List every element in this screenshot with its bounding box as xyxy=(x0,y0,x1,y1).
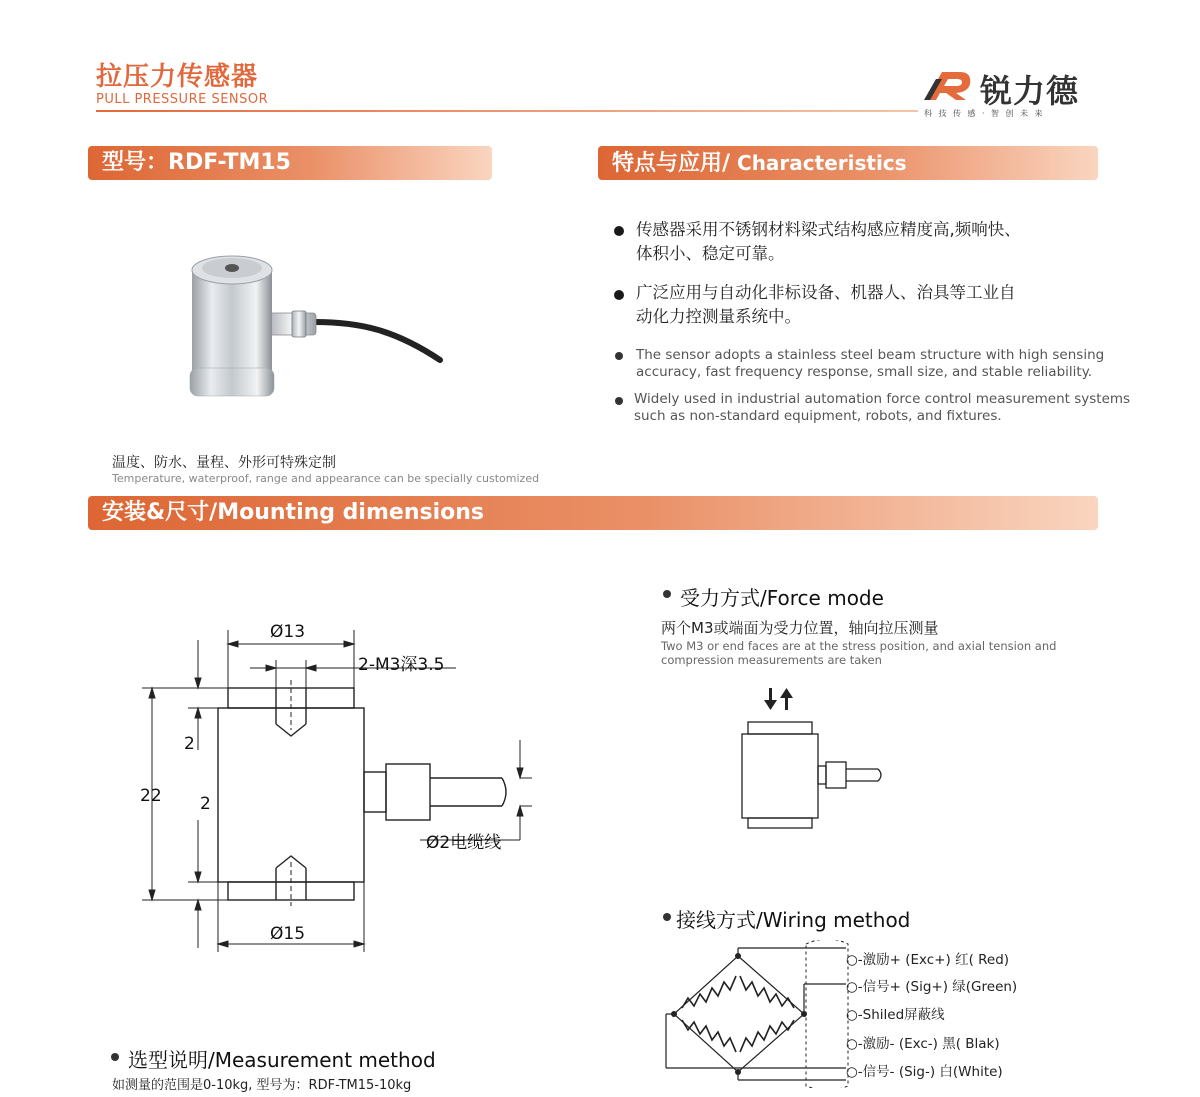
dim-bottom-width: Ø15 xyxy=(270,924,306,944)
wire-sig-minus-label: 信号- (Sig-) 白(White) xyxy=(862,1064,1003,1080)
mounting-label: 安装&尺寸/Mounting dimensions xyxy=(102,500,484,525)
force-mode-desc-en xyxy=(661,639,1056,667)
force-mode-desc-cn: 两个M3或端面为受力位置，轴向拉压测量 xyxy=(661,619,939,637)
features-label-en: Characteristics xyxy=(730,151,907,175)
wiring-title: 接线方式/Wiring method xyxy=(676,908,911,932)
page-subtitle: PULL PRESSURE SENSOR xyxy=(96,92,269,107)
wire-exc-plus-label: 激励+ (Exc+) 红( Red) xyxy=(862,952,1010,968)
brand-name: 锐力德 xyxy=(980,72,1080,110)
bullet-icon xyxy=(614,226,624,236)
bullet-icon xyxy=(614,290,624,300)
custom-note-cn: 温度、防水、量程、外形可特殊定制 xyxy=(112,455,336,471)
feature-en-1-line2: accuracy, fast frequency response, small size, and stable reliability. xyxy=(636,364,1093,380)
wire-sig-minus xyxy=(846,1060,1003,1080)
feature-cn-1-line1: 传感器采用不锈钢材料梁式结构感应精度高,频响快、 xyxy=(636,220,1021,239)
feature-cn-1 xyxy=(636,218,1021,266)
wire-dot-icon: ○- xyxy=(846,1007,863,1023)
brand-logo-icon xyxy=(922,66,974,104)
brand-tagline: 科技传感·智创未来 xyxy=(924,109,1050,118)
wire-sig-plus xyxy=(846,975,1017,995)
dim-top-width: Ø13 xyxy=(270,622,306,642)
feature-en-2-line2: such as non-standard equipment, robots, and fixtures. xyxy=(634,408,1002,424)
wire-dot-icon: ○- xyxy=(846,1036,863,1052)
force-mode-diagram xyxy=(736,686,896,832)
measurement-desc: 如测量的范围是0-10kg, 型号为：RDF-TM15-10kg xyxy=(112,1078,412,1093)
page-title: 拉压力传感器 xyxy=(96,62,259,92)
wire-dot-icon: ○- xyxy=(846,979,863,995)
wire-exc-minus-label: 激励- (Exc-) 黑( Blak) xyxy=(862,1036,1000,1052)
dim-side-gap: 2 xyxy=(200,794,211,814)
dim-cable: Ø2电缆线 xyxy=(426,833,502,853)
features-banner xyxy=(598,146,1098,180)
features-label-cn: 特点与应用/ xyxy=(612,151,731,176)
dim-height: 22 xyxy=(140,786,162,806)
bullet-icon xyxy=(111,1053,119,1061)
feature-en-2 xyxy=(634,391,1130,425)
force-mode-title: 受力方式/Force mode xyxy=(680,586,884,610)
feature-en-1 xyxy=(636,347,1104,381)
feature-cn-2-line2: 动化力控测量系统中。 xyxy=(636,307,801,326)
bullet-icon xyxy=(663,590,671,598)
bullet-icon xyxy=(615,352,623,360)
force-mode-desc-en-2: compression measurements are taken xyxy=(661,653,882,667)
bullet-icon xyxy=(663,913,671,921)
title-underline xyxy=(96,110,918,112)
wire-shield-label: Shiled屏蔽线 xyxy=(862,1007,945,1023)
wire-exc-plus xyxy=(846,948,1009,968)
feature-cn-2-line1: 广泛应用与自动化非标设备、机器人、治具等工业自 xyxy=(636,283,1016,302)
wire-dot-icon: ○- xyxy=(846,952,863,968)
bullet-icon xyxy=(615,397,623,405)
feature-en-1-line1: The sensor adopts a stainless steel beam structure with high sensing xyxy=(636,347,1105,363)
wire-sig-plus-label: 信号+ (Sig+) 绿(Green) xyxy=(862,979,1018,995)
model-label: 型号：RDF-TM15 xyxy=(102,150,291,175)
dim-top-gap: 2 xyxy=(184,734,195,754)
custom-note-en: Temperature, waterproof, range and appearance can be specially customized xyxy=(112,472,540,485)
measurement-title: 选型说明/Measurement method xyxy=(128,1048,436,1072)
wire-exc-minus xyxy=(846,1032,1000,1052)
model-banner xyxy=(88,146,492,180)
feature-cn-2 xyxy=(636,281,1016,329)
feature-cn-1-line2: 体积小、稳定可靠。 xyxy=(636,244,785,263)
force-mode-desc-en-1: Two M3 or end faces are at the stress position, and axial tension and xyxy=(661,639,1057,653)
dimension-drawing xyxy=(130,600,550,960)
dim-thread: 2-M3深3.5 xyxy=(358,655,445,675)
feature-en-2-line1: Widely used in industrial automation force control measurement systems xyxy=(634,391,1131,407)
sensor-product-image xyxy=(180,240,450,410)
wire-shield xyxy=(846,1003,945,1023)
wire-dot-icon: ○- xyxy=(846,1064,863,1080)
mounting-banner xyxy=(88,496,1098,530)
wiring-diagram xyxy=(658,940,858,1088)
